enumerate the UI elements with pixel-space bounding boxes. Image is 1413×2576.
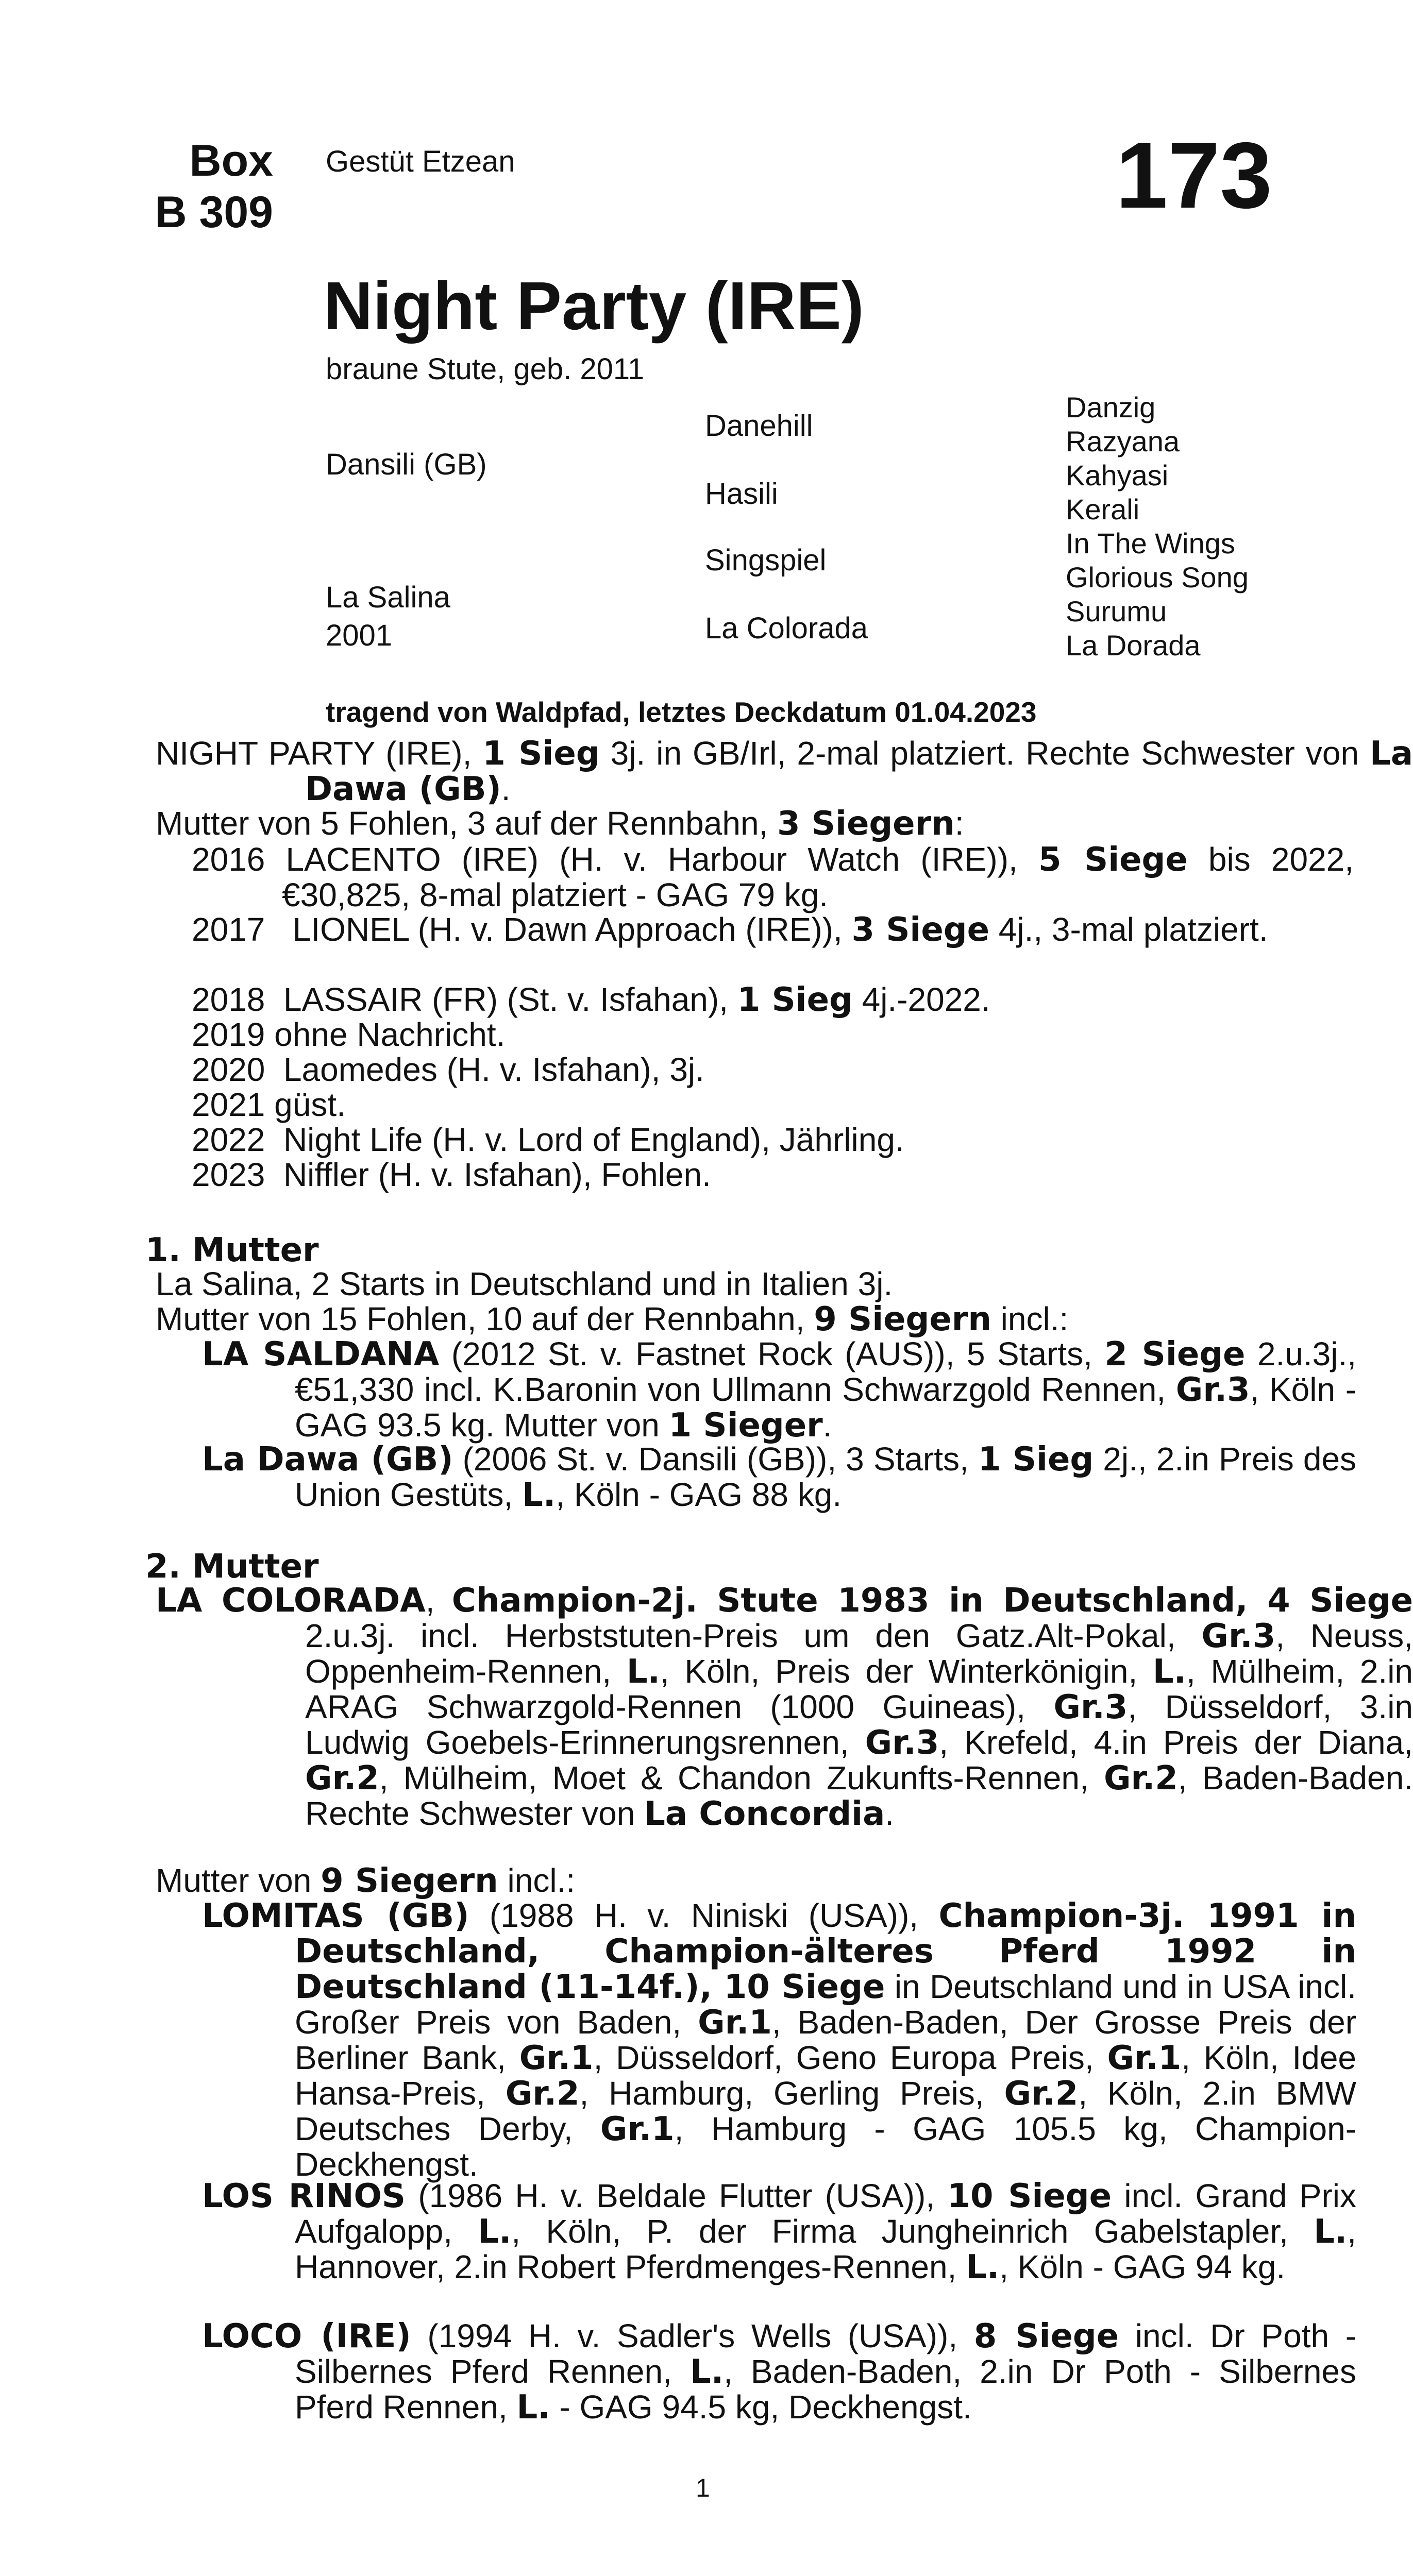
bold-highlight: 1 Sieger xyxy=(668,1406,823,1445)
bold-highlight: Gr.1 xyxy=(600,2110,675,2148)
bold-highlight: 9 Siegern xyxy=(321,1862,498,1900)
box-number: B 309 xyxy=(155,188,273,237)
text-fragment: 2020 xyxy=(192,1051,265,1088)
pedigree-g3-item: Glorious Song xyxy=(1066,561,1249,594)
text-fragment: , Baden-Baden, 2.in Dr Poth - Silbernes Pferd Rennen, xyxy=(295,2353,1356,2426)
pedigree-g3-item: La Dorada xyxy=(1066,629,1201,662)
pedigree-g3-item: Danzig xyxy=(1066,391,1156,423)
text-fragment: . xyxy=(885,1795,895,1832)
second-dam-progeny-los-rinos xyxy=(202,2178,1356,2285)
bold-highlight: 3 Siegern xyxy=(777,805,955,843)
text-fragment: , Mülheim, 2.in ARAG Schwarzgold-Rennen (1000 Guineas), xyxy=(305,1653,1413,1725)
bold-highlight: LOMITAS (GB) xyxy=(202,1897,469,1935)
bold-highlight: 1 Sieg xyxy=(737,981,853,1019)
bold-highlight: LA SALDANA xyxy=(202,1335,440,1374)
text-fragment: 2023 xyxy=(192,1156,265,1193)
bold-highlight: 1 Sieg xyxy=(482,735,600,773)
text-fragment: 2017 xyxy=(192,911,265,948)
bold-highlight: Gr.1 xyxy=(1107,2039,1182,2077)
text-fragment: LASSAIR (FR) (St. v. Isfahan), xyxy=(283,981,737,1018)
text-fragment: , Baden-Baden, Der Grosse Preis der Berliner Bank, xyxy=(295,2004,1357,2076)
text-fragment: 2018 xyxy=(192,981,265,1018)
text-fragment: . xyxy=(822,1406,832,1444)
pedigree-dam-sire: Singspiel xyxy=(705,544,827,577)
text-fragment: NIGHT PARTY (IRE), xyxy=(156,735,483,772)
text-fragment: güst. xyxy=(274,1086,346,1123)
second-dam-mother-line xyxy=(156,1863,575,1899)
bold-highlight: 1 Sieg xyxy=(978,1440,1094,1479)
first-dam-progeny-la-saldana xyxy=(202,1336,1356,1443)
bold-highlight: 9 Siegern xyxy=(814,1300,991,1338)
pregnancy-note: tragend von Waldpfad, letztes Deckdatum 01.04.2023 xyxy=(326,696,1037,728)
owner-name: Gestüt Etzean xyxy=(326,145,515,178)
bold-highlight: LOS RINOS xyxy=(202,2177,406,2215)
bold-highlight: LA COLORADA xyxy=(156,1582,426,1620)
text-fragment: , Düsseldorf, 3.in Ludwig Goebels-Erinnerungsrennen, xyxy=(305,1688,1413,1761)
bold-highlight: Gr.2 xyxy=(505,2075,580,2113)
text-fragment: 2022 xyxy=(192,1121,265,1158)
bold-highlight: L. xyxy=(522,1476,556,1514)
bold-highlight: La Dawa (GB) xyxy=(305,735,1413,808)
text-fragment: Mutter von 5 Fohlen, 3 auf der Rennbahn, xyxy=(156,805,778,842)
text-fragment: , Baden-Baden. Rechte Schwester von xyxy=(305,1759,1413,1832)
second-dam-progeny-loco xyxy=(202,2318,1356,2425)
text-fragment: in Deutschland und in USA incl. Großer Preis von Baden, xyxy=(295,1968,1357,2041)
bold-highlight: 10 Siege xyxy=(947,2177,1112,2215)
text-fragment: , Köln, P. der Firma Jungheinrich Gabelstapler, xyxy=(511,2213,1314,2250)
bold-highlight: Gr.1 xyxy=(519,2039,594,2077)
first-dam-heading: 1. Mutter xyxy=(145,1231,319,1269)
produce-item-2022 xyxy=(192,1122,904,1157)
bold-highlight: Gr.2 xyxy=(1004,2075,1079,2113)
text-fragment: LIONEL (H. v. Dawn Approach (IRE)), xyxy=(292,911,852,948)
text-fragment: - GAG 94.5 kg, Deckhengst. xyxy=(550,2388,972,2426)
text-fragment: (1988 H. v. Niniski (USA)), xyxy=(469,1897,939,1934)
bold-highlight: 5 Siege xyxy=(1038,841,1188,879)
text-fragment: , Düsseldorf, Geno Europa Preis, xyxy=(593,2039,1107,2076)
text-fragment: (1994 H. v. Sadler's Wells (USA)), xyxy=(411,2317,974,2354)
text-fragment: 2j., 2.in Preis des Union Gestüts, xyxy=(295,1440,1357,1513)
bold-highlight: Gr.3 xyxy=(1201,1617,1276,1655)
pedigree-third-generation xyxy=(1066,391,1249,663)
lot-number: 173 xyxy=(1116,123,1272,228)
bold-highlight: Gr.3 xyxy=(1175,1371,1250,1409)
text-fragment: , Hamburg, Gerling Preis, xyxy=(579,2075,1004,2112)
text-fragment: incl.: xyxy=(498,1862,576,1899)
bold-highlight: Gr.1 xyxy=(698,2004,772,2042)
produce-item-2018 xyxy=(192,982,990,1018)
first-dam-line: La Salina, 2 Starts in Deutschland und in Italien 3j. xyxy=(156,1265,893,1302)
text-fragment: 2019 xyxy=(192,1016,265,1053)
box-word: Box xyxy=(189,136,273,185)
produce-item-2021 xyxy=(192,1087,346,1122)
text-fragment: , Mülheim, Moet & Chandon Zukunfts-Rennen, xyxy=(379,1759,1104,1797)
horse-name: Night Party (IRE) xyxy=(324,268,864,344)
text-fragment: Mutter von xyxy=(156,1862,321,1899)
horse-description: braune Stute, geb. 2011 xyxy=(326,352,645,386)
text-fragment: , Köln - GAG 94 kg. xyxy=(999,2248,1286,2285)
first-dam-mother-line xyxy=(156,1301,1068,1337)
text-fragment: Niffler (H. v. Isfahan), Fohlen. xyxy=(283,1156,711,1193)
bold-highlight: 8 Siege xyxy=(973,2317,1119,2355)
text-fragment: (2006 St. v. Dansili (GB)), 3 Starts, xyxy=(453,1440,978,1478)
text-fragment: : xyxy=(954,805,964,842)
produce-item-2019 xyxy=(192,1017,505,1052)
bold-highlight: Champion-2j. Stute 1983 in Deutschland, 4 Siege xyxy=(451,1582,1413,1620)
page-number: 1 xyxy=(696,2473,710,2502)
text-fragment: incl. Grand Prix Aufgalopp, xyxy=(295,2177,1356,2250)
bold-highlight: La Dawa (GB) xyxy=(202,1440,453,1479)
text-fragment: , Köln - GAG 93.5 kg. Mutter von xyxy=(295,1371,1357,1444)
produce-item-2020 xyxy=(192,1052,704,1087)
pedigree-g3-item: Razyana xyxy=(1066,425,1180,457)
box-label xyxy=(124,135,273,238)
text-fragment: , Köln, 2.in BMW Deutsches Derby, xyxy=(295,2075,1357,2147)
text-fragment: LACENTO (IRE) (H. v. Harbour Watch (IRE)), xyxy=(285,841,1038,878)
bold-highlight: L. xyxy=(516,2388,550,2427)
text-fragment: 3j. in GB/Irl, 2-mal platziert. Rechte Schwester von xyxy=(599,735,1370,772)
bold-highlight: Champion-3j. 1991 in Deutschland, Champion-älteres Pferd 1992 in Deutschland (11-14f.), 10 Siege xyxy=(295,1897,1357,2006)
text-fragment: 2.u.3j. incl. Herbststuten-Preis um den Gatz.Alt-Pokal, xyxy=(305,1617,1202,1654)
text-fragment: ohne Nachricht. xyxy=(274,1016,506,1053)
bold-highlight: L. xyxy=(966,2248,1000,2286)
text-fragment: , Hamburg - GAG 105.5 kg, Champion-Deckhengst. xyxy=(295,2110,1356,2183)
text-fragment: Mutter von 15 Fohlen, 10 auf der Rennbahn, xyxy=(156,1300,814,1337)
text-fragment: bis 2022, €30,825, 8-mal platziert - GAG 79 kg. xyxy=(282,841,1354,913)
produce-item-2023 xyxy=(192,1157,711,1192)
pedigree-dam: La Salina xyxy=(326,581,450,614)
bold-highlight: 3 Siege xyxy=(851,911,989,949)
second-dam-progeny-lomitas xyxy=(202,1898,1356,2182)
text-fragment: (1986 H. v. Beldale Flutter (USA)), xyxy=(406,2177,948,2214)
pedigree-dam-dam: La Colorada xyxy=(705,612,868,645)
pedigree-sire: Dansili (GB) xyxy=(326,448,487,481)
second-dam-heading: 2. Mutter xyxy=(145,1548,319,1586)
pedigree-sire-sire: Danehill xyxy=(705,409,813,443)
text-fragment: (2012 St. v. Fastnet Rock (AUS)), 5 Starts, xyxy=(439,1335,1105,1372)
produce-item-2017 xyxy=(192,912,1354,947)
pedigree-g3-item: Kerali xyxy=(1066,493,1140,526)
bold-highlight: Gr.3 xyxy=(1053,1688,1128,1726)
text-fragment: , Köln, Idee Hansa-Preis, xyxy=(295,2039,1357,2112)
bold-highlight: L. xyxy=(478,2213,512,2251)
bold-highlight: L. xyxy=(1314,2213,1348,2251)
text-fragment: , Hannover, 2.in Robert Pferdmenges-Rennen, xyxy=(295,2213,1357,2285)
bold-highlight: Gr.2 xyxy=(1103,1759,1178,1798)
text-fragment: incl. Dr Poth - Silbernes Pferd Rennen, xyxy=(295,2317,1357,2390)
bold-highlight: La Concordia xyxy=(644,1795,885,1833)
text-fragment: 4j., 3-mal platziert. xyxy=(989,911,1268,948)
pedigree-dam-year: 2001 xyxy=(326,619,393,652)
pedigree-sire-dam: Hasili xyxy=(705,477,778,511)
produce-mother-line xyxy=(156,806,964,841)
produce-item-2016 xyxy=(192,842,1354,912)
text-fragment: , Köln, Preis der Winterkönigin, xyxy=(660,1653,1153,1690)
bold-highlight: Gr.3 xyxy=(865,1724,939,1762)
text-fragment: 4j.-2022. xyxy=(852,981,990,1018)
text-fragment: . xyxy=(501,770,511,807)
bold-highlight: L. xyxy=(626,1653,660,1691)
first-dam-progeny-la-dawa xyxy=(202,1442,1356,1513)
bold-highlight: Gr.2 xyxy=(305,1759,379,1798)
text-fragment: 2021 xyxy=(192,1086,265,1123)
pedigree-g3-item: In The Wings xyxy=(1066,527,1235,560)
text-fragment: incl.: xyxy=(991,1300,1069,1337)
pedigree-g3-item: Surumu xyxy=(1066,595,1167,628)
text-fragment: , xyxy=(425,1582,452,1619)
text-fragment: 2.u.3j., €51,330 incl. K.Baronin von Ullmann Schwarzgold Rennen, xyxy=(295,1335,1357,1408)
bold-highlight: L. xyxy=(689,2353,724,2391)
text-fragment: , Köln - GAG 88 kg. xyxy=(556,1476,842,1513)
text-fragment: 2016 xyxy=(192,841,265,878)
text-fragment: Night Life (H. v. Lord of England), Jährling. xyxy=(283,1121,904,1158)
text-fragment: Laomedes (H. v. Isfahan), 3j. xyxy=(283,1051,704,1088)
text-fragment: , Krefeld, 4.in Preis der Diana, xyxy=(939,1724,1413,1761)
produce-intro xyxy=(156,736,1413,807)
text-fragment: , Neuss, Oppenheim-Rennen, xyxy=(305,1617,1413,1690)
pedigree-g3-item: Kahyasi xyxy=(1066,459,1169,492)
second-dam-la-colorada xyxy=(156,1583,1413,1832)
bold-highlight: 2 Siege xyxy=(1104,1335,1246,1374)
bold-highlight: L. xyxy=(1152,1653,1187,1691)
bold-highlight: LOCO (IRE) xyxy=(202,2317,411,2355)
